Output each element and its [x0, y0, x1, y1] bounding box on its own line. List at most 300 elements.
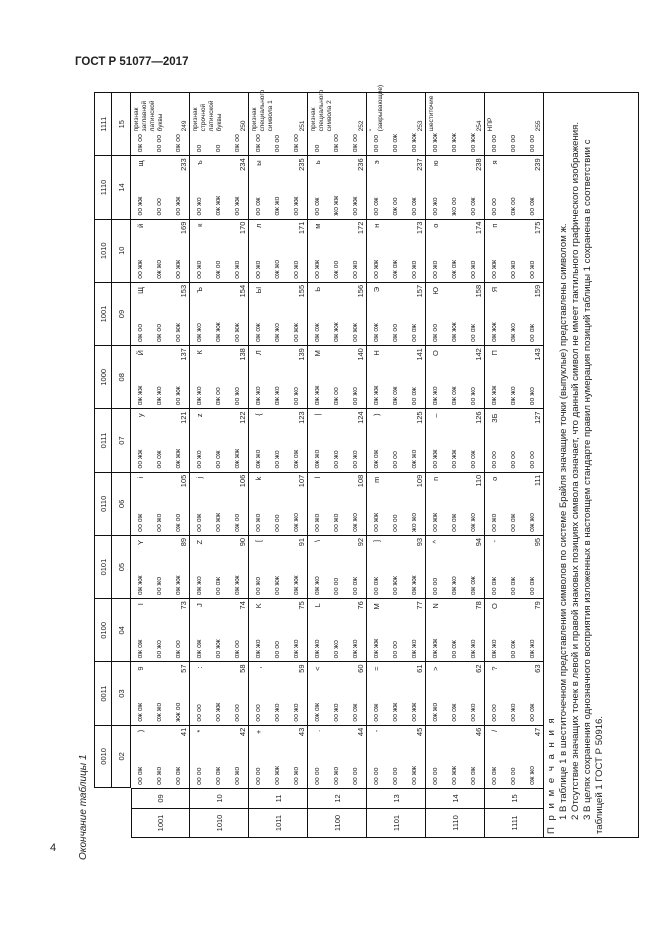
position-code: 138 [238, 348, 247, 361]
braille-pattern: оо жж [491, 259, 498, 279]
braille-pattern: оо ож [411, 387, 418, 406]
position-code: 74 [238, 601, 247, 610]
table-cell [131, 535, 190, 598]
symbol: O [490, 603, 499, 610]
braille-pattern: ож жо [470, 639, 477, 659]
braille-pattern: оо жж [314, 259, 321, 279]
braille-pattern: оо ож [470, 450, 477, 469]
braille-pattern: ож жж [234, 575, 241, 596]
braille-pattern: ож ож [451, 259, 458, 279]
braille-pattern: ож жо [274, 386, 281, 406]
braille-pattern: ож жо [352, 639, 359, 659]
table-cell [249, 89, 308, 155]
braille-pattern: оо жж [175, 259, 182, 279]
position-code: 43 [297, 727, 306, 737]
position-code: 171 [297, 221, 306, 235]
position-code: 252 [358, 120, 365, 132]
braille-pattern: ож жо [196, 386, 203, 406]
braille-pattern: оо ож [491, 576, 498, 596]
braille-pattern: ож жо [432, 386, 439, 406]
braille-pattern: оо жо [196, 197, 203, 216]
braille-pattern: оо ож [470, 766, 477, 785]
column-header-bits: 1010 [94, 219, 112, 282]
table-notes [543, 92, 639, 838]
position-code: 47 [533, 727, 542, 737]
braille-pattern: ож оо [333, 260, 340, 279]
braille-pattern: оо жо [510, 703, 517, 722]
position-code: 159 [533, 284, 542, 298]
position-code: 121 [179, 411, 188, 424]
braille-pattern: ож ож [137, 639, 144, 659]
braille-pattern: ож жж [175, 448, 182, 469]
braille-pattern: ож жо [274, 196, 281, 216]
braille-pattern: оо ож [451, 703, 458, 722]
braille-pattern: оо жж [175, 386, 182, 406]
braille-pattern: ож жж [234, 448, 241, 469]
braille-pattern: оо жо [333, 513, 340, 532]
symbol: Ь [313, 286, 322, 292]
braille-pattern: оо жж [137, 259, 144, 279]
braille-pattern: оо жж [234, 323, 241, 343]
table-cell [426, 219, 485, 282]
braille-pattern: оо оо [392, 767, 399, 785]
braille-pattern: ож жж [215, 195, 222, 216]
table-cell [190, 219, 249, 282]
column-header-number: 08 [112, 345, 131, 408]
braille-table [94, 84, 544, 838]
braille-pattern: оо ож [411, 323, 418, 343]
braille-pattern: ож жж [137, 575, 144, 596]
braille-pattern: оо оо [432, 767, 439, 785]
position-code: 155 [297, 284, 306, 298]
braille-pattern: ож жо [293, 639, 300, 659]
braille-pattern: оо ож [352, 703, 359, 722]
table-cell [485, 345, 544, 408]
table-cell [131, 282, 190, 345]
braille-pattern: ож ож [392, 259, 399, 279]
page-number: 4 [50, 842, 57, 854]
braille-pattern: оо [196, 144, 203, 153]
symbol: : [195, 666, 204, 669]
braille-pattern: ож жо [451, 576, 458, 596]
symbol: ы [254, 160, 263, 166]
braille-pattern: оо жо [234, 260, 241, 279]
braille-pattern: оо ож [137, 513, 144, 532]
braille-pattern: ож жж [373, 638, 380, 659]
corner-blank [112, 788, 131, 808]
symbol: = [372, 666, 381, 671]
table-cell [131, 661, 190, 724]
braille-pattern: ож оо [175, 640, 182, 659]
table-cell [190, 408, 249, 471]
symbol: ь [313, 160, 322, 165]
braille-pattern: оо ож [411, 197, 418, 216]
braille-pattern: ож оо [352, 134, 359, 153]
position-code: 95 [533, 537, 542, 547]
table-cell [367, 535, 426, 598]
table-cell [131, 725, 190, 788]
position-code: 251 [299, 120, 306, 132]
braille-pattern: ож жж [333, 322, 340, 343]
corner-blank [94, 788, 112, 808]
braille-pattern: ож жо [529, 512, 536, 532]
braille-pattern: оо жж [293, 196, 300, 216]
table-cell [367, 282, 426, 345]
braille-pattern: ож оо [392, 323, 399, 343]
braille-pattern: оо жж [215, 512, 222, 532]
braille-pattern: оо оо [196, 767, 203, 785]
braille-pattern: оо оо [432, 577, 439, 596]
braille-pattern: оо оо [274, 514, 281, 532]
braille-pattern: оо оо [529, 451, 536, 469]
braille-pattern: ож ож [314, 702, 321, 722]
braille-pattern: ож ож [451, 386, 458, 406]
table-cell [308, 472, 367, 535]
document-header: ГОСТ Р 51077—2017 [75, 56, 189, 68]
braille-pattern: оо жж [215, 639, 222, 659]
position-code: 254 [476, 120, 483, 132]
table-cell [249, 725, 308, 788]
symbol: i [136, 476, 145, 479]
column-header-number: 15 [112, 92, 131, 155]
braille-pattern: ож ож [137, 702, 144, 722]
braille-pattern: оо жо [333, 766, 340, 785]
table-cell [426, 725, 485, 788]
table-cell [426, 535, 485, 598]
symbol: – [431, 413, 440, 418]
column-header-number: 10 [112, 219, 131, 282]
position-code: 153 [179, 284, 188, 298]
position-code: 41 [179, 727, 188, 737]
braille-pattern: ож ож [293, 449, 300, 469]
symbol: . [313, 729, 322, 732]
symbol: M [372, 603, 381, 610]
position-code: 110 [474, 474, 483, 487]
braille-pattern: оо оо [255, 767, 262, 785]
table-caption: Окончание таблицы 1 [78, 754, 89, 860]
braille-pattern: оо жо [156, 640, 163, 659]
braille-pattern: ож оо [175, 513, 182, 532]
symbol: э [372, 160, 381, 165]
braille-pattern: оо жо [411, 260, 418, 279]
table-cell [190, 345, 249, 408]
braille-pattern: оо ож [451, 640, 458, 659]
braille-pattern: оо ож [373, 197, 380, 216]
position-code: 73 [179, 601, 188, 610]
braille-pattern: оо оо [392, 451, 399, 469]
table-cell [308, 661, 367, 724]
table-cell [190, 535, 249, 598]
braille-pattern: оо жж [352, 323, 359, 343]
braille-pattern: оо жж [175, 323, 182, 343]
braille-pattern: оо оо [274, 640, 281, 659]
notes-title: П р и м е ч а н и я [546, 716, 557, 834]
position-code: 105 [179, 474, 188, 488]
braille-pattern: ож жж [491, 322, 498, 343]
braille-pattern: оо ож [314, 197, 321, 216]
braille-pattern: оо жж [293, 323, 300, 343]
braille-pattern: оо ож [215, 766, 222, 785]
braille-pattern: оо ож [156, 450, 163, 469]
column-header-bits: 0101 [94, 535, 112, 598]
table-cell [367, 408, 426, 471]
table-cell [190, 155, 249, 218]
column-header-bits: 0110 [94, 472, 112, 535]
braille-pattern: оо жо [234, 766, 241, 785]
braille-pattern: оо жо [293, 387, 300, 406]
symbol: ^ [431, 539, 440, 544]
braille-pattern: ож жж [432, 638, 439, 659]
braille-pattern: ож жо [529, 765, 536, 785]
braille-pattern: оо жж [451, 449, 458, 469]
braille-pattern: жж оо [175, 702, 182, 722]
column-header-number: 03 [112, 661, 131, 724]
braille-pattern: ож оо [156, 323, 163, 343]
row-header-number: 11 [249, 788, 308, 808]
table-cell [308, 725, 367, 788]
braille-pattern: ож жж [293, 575, 300, 596]
table-cell [485, 535, 544, 598]
braille-pattern: оо жо [333, 450, 340, 469]
table-cell [367, 725, 426, 788]
braille-pattern: оо ож [451, 513, 458, 532]
symbol: L [313, 603, 322, 608]
position-code: 234 [238, 158, 247, 171]
symbol-description: признак заглавной латинской буквы [133, 100, 164, 132]
table-cell [190, 725, 249, 788]
braille-pattern: ож оо [215, 387, 222, 406]
braille-pattern: оо жо [293, 260, 300, 279]
table-cell [249, 219, 308, 282]
table-cell [249, 598, 308, 661]
position-code: 253 [417, 120, 424, 132]
table-cell [485, 155, 544, 218]
braille-pattern: оо ож [510, 576, 517, 596]
braille-pattern: оо оо [234, 704, 241, 722]
braille-pattern: ож жо [491, 639, 498, 659]
table-cell [131, 408, 190, 471]
braille-pattern: оо жж [432, 449, 439, 469]
braille-pattern: ож жж [175, 575, 182, 596]
position-code: 157 [415, 284, 424, 298]
table-cell [308, 89, 367, 155]
position-code: 94 [474, 537, 483, 547]
braille-pattern: ож оо [333, 134, 340, 153]
symbol: I [136, 603, 145, 606]
position-code: 169 [179, 221, 188, 235]
position-code: 59 [297, 664, 306, 673]
braille-pattern: оо жо [293, 703, 300, 722]
braille-pattern: оо жо [156, 766, 163, 785]
braille-pattern: оо жж [215, 702, 222, 722]
table-cell [308, 155, 367, 218]
table-cell [308, 408, 367, 471]
symbol: j [195, 476, 204, 479]
braille-pattern: ож жж [137, 385, 144, 406]
braille-pattern: оо оо [510, 767, 517, 785]
table-cell [367, 661, 426, 724]
column-header-bits: 1111 [94, 92, 112, 155]
braille-pattern: оо [215, 144, 222, 153]
braille-pattern: оо жо [333, 703, 340, 722]
symbol: ] [372, 539, 381, 543]
table-cell [249, 472, 308, 535]
symbol: [ [254, 539, 263, 543]
symbol-description: шеститочие [428, 95, 435, 132]
braille-pattern: оо жо [470, 260, 477, 279]
position-code: 255 [535, 120, 542, 132]
symbol: я [490, 160, 499, 165]
column-header-number: 14 [112, 155, 131, 218]
braille-pattern: оо оо [373, 767, 380, 785]
symbol: й [136, 223, 145, 228]
position-code: 89 [179, 537, 188, 547]
symbol: ъ [195, 160, 204, 166]
braille-pattern: ож жж [215, 322, 222, 343]
table-cell [485, 92, 544, 155]
braille-pattern: оо жо [352, 450, 359, 469]
braille-pattern: ож ож [392, 386, 399, 406]
braille-pattern: оо жо [234, 387, 241, 406]
column-header-number: 09 [112, 282, 131, 345]
table-cell [249, 282, 308, 345]
braille-pattern: оо жж [352, 196, 359, 216]
corner-blank [94, 808, 112, 838]
braille-pattern: оо ож [529, 703, 536, 722]
position-code: 60 [356, 664, 365, 673]
position-code: 46 [474, 727, 483, 737]
braille-pattern: ож жо [255, 639, 262, 659]
braille-pattern: оо жж [392, 702, 399, 722]
table-cell [131, 345, 190, 408]
braille-pattern: оо жо [470, 387, 477, 406]
symbol: Щ [136, 286, 145, 294]
braille-pattern: оо ож [215, 450, 222, 469]
braille-pattern: ож оо [234, 640, 241, 659]
braille-pattern: оо ож [392, 134, 399, 153]
corner-blank [112, 808, 131, 838]
table-cell [367, 155, 426, 218]
position-code: 143 [533, 348, 542, 361]
braille-pattern: оо оо [491, 198, 498, 216]
position-code: 154 [238, 284, 247, 298]
symbol: Ы [254, 286, 263, 294]
braille-pattern: ож жо [470, 512, 477, 532]
braille-pattern: оо жо [432, 197, 439, 216]
braille-pattern: оо оо [491, 451, 498, 469]
braille-pattern: ож жо [255, 386, 262, 406]
braille-pattern: оо ож [529, 323, 536, 343]
symbol: - [372, 729, 381, 733]
braille-pattern: ож ож [470, 576, 477, 596]
position-code: 57 [179, 664, 188, 673]
position-code: 174 [474, 221, 483, 235]
braille-pattern: ож жо [352, 512, 359, 532]
position-code: 122 [238, 411, 247, 424]
braille-pattern: ож оо [392, 197, 399, 216]
symbol: > [431, 666, 440, 671]
position-code: 42 [238, 727, 247, 737]
symbol: щ [136, 160, 145, 167]
column-header-bits: 0100 [94, 598, 112, 661]
braille-pattern: ож жо [314, 449, 321, 469]
braille-pattern: жо оо [451, 197, 458, 216]
braille-pattern: оо жж [234, 196, 241, 216]
braille-pattern: ож жо [411, 449, 418, 469]
symbol: , [254, 666, 263, 669]
braille-pattern: оо оо [392, 640, 399, 659]
braille-pattern: оо ож [470, 323, 477, 343]
table-cell [190, 598, 249, 661]
position-code: 108 [356, 474, 365, 488]
table-cell [190, 661, 249, 724]
position-code: 58 [238, 664, 247, 673]
position-code: 233 [179, 158, 188, 171]
position-code: 123 [297, 411, 306, 424]
braille-pattern: оо ож [529, 197, 536, 216]
braille-pattern: оо жо [274, 450, 281, 469]
braille-pattern: ож жо [196, 576, 203, 596]
symbol: { [254, 413, 263, 416]
symbol: Л [254, 350, 263, 356]
table-cell [131, 598, 190, 661]
braille-pattern: ож ож [314, 323, 321, 343]
position-code: 170 [238, 221, 247, 235]
braille-pattern: оо жо [529, 387, 536, 406]
position-code: 235 [297, 158, 306, 171]
braille-pattern: оо оо [333, 577, 340, 596]
position-code: 175 [533, 221, 542, 235]
symbol: z [195, 413, 204, 418]
braille-pattern: оо жж [411, 702, 418, 722]
row-header-number: 13 [367, 788, 426, 808]
braille-pattern: оо оо [274, 134, 281, 153]
table-cell [485, 408, 544, 471]
braille-pattern: ож жо [432, 702, 439, 722]
symbol: ЗБ [490, 413, 499, 423]
table-cell [190, 92, 249, 155]
symbol: н [372, 223, 381, 228]
column-header-bits: 1001 [94, 282, 112, 345]
braille-pattern: ож жо [510, 323, 517, 343]
braille-pattern: оо ож [255, 197, 262, 216]
braille-pattern: ож жо [274, 259, 281, 279]
symbol: N [431, 603, 440, 609]
braille-pattern: ож оо [234, 134, 241, 153]
note-3: 3 В целях сохранения однозначного восприятия изложенных в настоящем стандарте правил нумерация позиций таблицы 1 сохранена в соответствии с таблицей 1 ГОСТ Р 50916. [582, 139, 605, 834]
symbol: o [490, 476, 499, 481]
braille-pattern: оо оо [491, 134, 498, 153]
table-cell [308, 535, 367, 598]
column-header-number: 06 [112, 472, 131, 535]
position-code: 250 [240, 120, 247, 132]
position-code: 249 [181, 120, 188, 132]
table-cell [426, 155, 485, 218]
symbol: 9 [136, 666, 145, 671]
column-header-bits: 0111 [94, 408, 112, 471]
position-code: 237 [415, 158, 424, 171]
braille-pattern: оо оо [529, 134, 536, 153]
braille-pattern: оо оо [156, 198, 163, 216]
braille-pattern: оо жо [491, 513, 498, 532]
row-header-bits: 1101 [367, 808, 426, 838]
braille-pattern: ож оо [432, 323, 439, 343]
table-cell [131, 92, 190, 155]
braille-pattern: оо жж [373, 512, 380, 532]
braille-pattern: ож ож [373, 323, 380, 343]
table-cell [367, 219, 426, 282]
table-cell [190, 472, 249, 535]
